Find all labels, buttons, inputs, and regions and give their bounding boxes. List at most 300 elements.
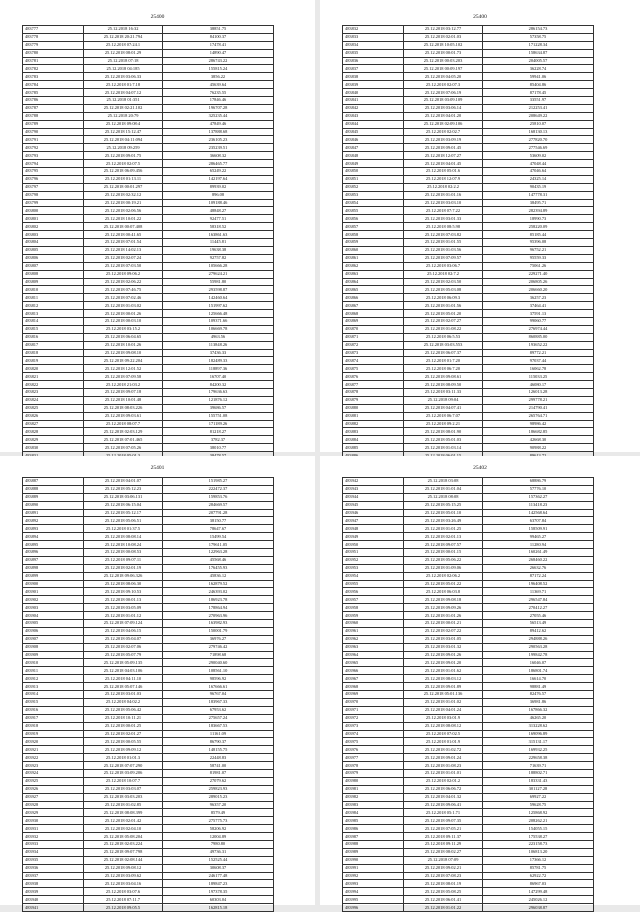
row-date-cell: 25.12.2018 06:01.41 [404, 896, 483, 904]
row-id-cell: 483907 [23, 635, 84, 643]
row-date-cell: 25.12.2018 00:05.55 [84, 738, 163, 746]
table-row [343, 762, 594, 770]
table-row [23, 840, 274, 848]
row-date-cell: 25.12.2018 08:01.29 [84, 49, 163, 57]
row-date-cell: 25.12.2018 03:01.33 [404, 215, 483, 223]
table-row [343, 231, 594, 239]
table-row [23, 436, 274, 444]
table-row [343, 754, 594, 762]
table-row [23, 239, 274, 247]
table-row [343, 223, 594, 231]
table-row [23, 872, 274, 880]
table-row [343, 152, 594, 160]
row-amount-cell: 75061.26 [483, 262, 594, 270]
row-amount-cell: 179636.63 [163, 388, 274, 396]
table-row [343, 420, 594, 428]
row-amount-cell: 296547.84 [483, 596, 594, 604]
table-row [343, 493, 594, 501]
row-id-cell: 483872 [343, 341, 404, 349]
row-date-cell: 25.12.2018 05:01.136 [404, 691, 483, 699]
row-date-cell: 25.12.2018 03:07.6 [84, 888, 163, 896]
row-id-cell: 483966 [343, 667, 404, 675]
row-id-cell: 483779 [23, 41, 84, 49]
row-id-cell: 483849 [343, 160, 404, 168]
row-id-cell: 483873 [343, 349, 404, 357]
row-id-cell: 483953 [343, 564, 404, 572]
table-row [23, 333, 274, 341]
table-row [23, 501, 274, 509]
row-id-cell: 483895 [23, 541, 84, 549]
table-row [23, 604, 274, 612]
row-date-cell: 25.12.2018 02:03.50 [404, 278, 483, 286]
row-date-cell: 25.12.2018 02:07.06 [84, 643, 163, 651]
row-amount-cell: 25810.07 [483, 120, 594, 128]
row-amount-cell: 167866.32 [483, 706, 594, 714]
row-date-cell: 25.12.2018 01:01.12 [84, 612, 163, 620]
row-amount-cell: 96357.20 [163, 801, 274, 809]
table-row [343, 698, 594, 706]
row-amount-cell: 36976.27 [163, 635, 274, 643]
row-id-cell: 483993 [343, 880, 404, 888]
table-row [23, 388, 274, 396]
row-amount-cell: 168130.13 [483, 128, 594, 136]
row-id-cell: 483801 [23, 215, 84, 223]
table-row [343, 667, 594, 675]
table-row [343, 302, 594, 310]
table-row [343, 769, 594, 777]
row-date-cell: 25.12.2018 02:2.2 [404, 183, 483, 191]
row-date-cell: 25.12.2018 07:18 [84, 57, 163, 65]
row-date-cell: 25.12.2018 01:03.56 [404, 246, 483, 254]
table-row [343, 444, 594, 452]
row-date-cell: 25.12.2018 00:41.65 [84, 231, 163, 239]
row-date-cell: 25.12.2018 08:08.399 [84, 809, 163, 817]
row-date-cell: 25.12.2018 01:01.02 [404, 698, 483, 706]
row-id-cell: 483951 [343, 549, 404, 557]
row-id-cell: 483928 [23, 801, 84, 809]
row-date-cell: 25.12.2018 03:06.33 [84, 73, 163, 81]
row-date-cell: 25.12.2018 03:04.16 [84, 880, 163, 888]
row-date-cell: 25.12.2018 05:06.22 [404, 556, 483, 564]
row-date-cell: 25.12.2018 08:01.19 [404, 880, 483, 888]
table-row [23, 160, 274, 168]
row-id-cell: 483890 [23, 501, 84, 509]
row-amount-cell: 171228.34 [483, 41, 594, 49]
row-date-cell: 25.12.2018 05:04.07 [84, 635, 163, 643]
row-amount-cell: 46080.17 [483, 381, 594, 389]
row-date-cell: 25.12.2018 04:06.15 [84, 627, 163, 635]
row-amount-cell: 113418.23 [483, 501, 594, 509]
table-row [23, 864, 274, 872]
row-date-cell: 25.12.2018 03:09.206 [84, 769, 163, 777]
row-date-cell: 25.12.2018 07:09 [404, 856, 483, 864]
table-row [343, 478, 594, 486]
row-date-cell: 25.12.2018 09:259 [84, 144, 163, 152]
table-row [343, 856, 594, 864]
table-row [343, 97, 594, 105]
table-row [343, 33, 594, 41]
row-amount-cell: 46265.20 [483, 714, 594, 722]
row-date-cell: 25.12.2018 03:26.49 [404, 517, 483, 525]
row-date-cell: 25.12.2018 07:05.26 [84, 444, 163, 452]
row-amount-cell: 147778.31 [483, 191, 594, 199]
row-amount-cell: 208262.21 [483, 817, 594, 825]
row-date-cell: 25.12.2018 03:03.10 [404, 199, 483, 207]
row-amount-cell: 3782.37 [163, 436, 274, 444]
row-date-cell: 25.12.2018 07:01.465 [84, 436, 163, 444]
row-date-cell: 25.12.2018 02:08.144 [84, 856, 163, 864]
row-amount-cell: 157362.27 [483, 493, 594, 501]
table-row [343, 412, 594, 420]
row-date-cell: 25.12.2018 09:11.37 [404, 833, 483, 841]
row-amount-cell: 11280.94 [483, 541, 594, 549]
table-row [23, 564, 274, 572]
row-id-cell: 483837 [343, 65, 404, 73]
row-amount-cell: 277546.69 [483, 144, 594, 152]
row-amount-cell: 98986.42 [483, 420, 594, 428]
row-date-cell: 25.12.2018 03:06.131 [84, 493, 163, 501]
row-id-cell: 483795 [23, 168, 84, 176]
row-date-cell: 25.12.2018 10:05.102 [404, 41, 483, 49]
table-row [23, 191, 274, 199]
page-3 [0, 456, 315, 910]
row-date-cell: 25.12.2018 05:07.146 [84, 683, 163, 691]
row-id-cell: 483864 [343, 278, 404, 286]
row-date-cell: 25.12.2018 02:06.2 [404, 572, 483, 580]
row-id-cell: 483959 [343, 612, 404, 620]
row-amount-cell: 82476.57 [483, 691, 594, 699]
table-row [23, 231, 274, 239]
row-amount-cell: 223158.73 [483, 840, 594, 848]
row-date-cell: 25.12.2018 09:01.45 [404, 144, 483, 152]
row-amount-cell: 57776.10 [483, 485, 594, 493]
row-id-cell: 483839 [343, 81, 404, 89]
row-amount-cell: 39686.57 [163, 404, 274, 412]
row-id-cell: 483982 [343, 793, 404, 801]
row-date-cell: 25.12.2018 00:01.13 [84, 596, 163, 604]
row-amount-cell: 33551.97 [483, 97, 594, 105]
row-date-cell: 25.12.2018 02:07.22 [404, 627, 483, 635]
table-row [343, 722, 594, 730]
row-date-cell: 25.12.2018 02:01.42 [84, 817, 163, 825]
row-amount-cell: 279624.21 [163, 270, 274, 278]
table-row [23, 833, 274, 841]
row-date-cell: 25.12.2018 06:09.456 [84, 168, 163, 176]
row-amount-cell: 299778.21 [483, 396, 594, 404]
row-id-cell: 483800 [23, 207, 84, 215]
row-date-cell: 25.12.2018 01:01.26 [404, 612, 483, 620]
row-id-cell: 483912 [23, 675, 84, 683]
table-row [23, 49, 274, 57]
row-id-cell: 483967 [343, 675, 404, 683]
row-amount-cell: 121876.12 [163, 396, 274, 404]
table-row [23, 659, 274, 667]
table-row [343, 549, 594, 557]
row-amount-cell: 178864.94 [163, 604, 274, 612]
table-row [343, 436, 594, 444]
row-amount-cell: 17366.12 [483, 856, 594, 864]
row-date-cell: 25.12.2018 05:07.79 [84, 651, 163, 659]
row-amount-cell: 186923.78 [163, 596, 274, 604]
row-id-cell: 483935 [23, 856, 84, 864]
table-row [23, 207, 274, 215]
row-amount-cell: 199842.78 [483, 651, 594, 659]
row-amount-cell: 14890.47 [163, 49, 274, 57]
table-row [343, 509, 594, 517]
table-row [23, 310, 274, 318]
row-amount-cell: 36228.74 [483, 65, 594, 73]
row-date-cell: 25.12.2018 01:03.14 [404, 444, 483, 452]
row-id-cell: 483857 [343, 223, 404, 231]
table-row [23, 643, 274, 651]
row-date-cell: 25.12.2018 03:01.05 [404, 635, 483, 643]
row-date-cell: 25.12.2018 07:24.1 [84, 41, 163, 49]
row-amount-cell: 84100.37 [163, 33, 274, 41]
row-date-cell: 25.12.2018 05:08.25 [404, 888, 483, 896]
row-date-cell: 25.12.2018 01:01.16 [404, 191, 483, 199]
row-amount-cell: 26632.76 [483, 564, 594, 572]
row-date-cell: 25.12.2018 04:07.12 [84, 89, 163, 97]
row-id-cell: 483983 [343, 801, 404, 809]
row-date-cell: 25.12.2018 08:08.12 [404, 722, 483, 730]
table-row [343, 517, 594, 525]
row-id-cell: 483813 [23, 310, 84, 318]
row-id-cell: 483942 [343, 478, 404, 486]
table-row [23, 667, 274, 675]
table-row [343, 325, 594, 333]
row-date-cell: 25.12.2018 02:07.3 [404, 81, 483, 89]
row-amount-cell: 284669.57 [163, 501, 274, 509]
row-amount-cell: 163982.93 [163, 620, 274, 628]
row-amount-cell: 59941.06 [483, 73, 594, 81]
row-date-cell: 25.12.2018 05:12.23 [84, 485, 163, 493]
row-id-cell: 483877 [343, 381, 404, 389]
row-id-cell: 483994 [343, 888, 404, 896]
row-amount-cell: 106669.78 [163, 325, 274, 333]
row-amount-cell: 277820.70 [483, 136, 594, 144]
row-amount-cell: 301127.28 [483, 785, 594, 793]
table-row [343, 49, 594, 57]
table-row [23, 533, 274, 541]
table-row [23, 556, 274, 564]
row-date-cell: 25.12.2018 07:05.21 [404, 825, 483, 833]
row-amount-cell: 24325.14 [483, 175, 594, 183]
table-row [343, 635, 594, 643]
table-row [23, 888, 274, 896]
row-date-cell: 25.12.2018 09:09.12 [84, 746, 163, 754]
row-amount-cell: 60303.04 [163, 896, 274, 904]
row-date-cell: 25.12.2018 07:08.23 [404, 872, 483, 880]
table-row [343, 683, 594, 691]
row-date-cell: 25.12.2018 06:7.20 [404, 365, 483, 373]
row-date-cell: 25.12.2018 06:5.53 [404, 333, 483, 341]
table-row [23, 246, 274, 254]
row-id-cell: 483973 [343, 722, 404, 730]
row-id-cell: 483777 [23, 26, 84, 34]
row-date-cell: 25.12.2018 01:01.56 [404, 302, 483, 310]
row-date-cell: 25.12.2018 07:02.5 [404, 730, 483, 738]
row-id-cell: 483850 [343, 168, 404, 176]
table-row [343, 785, 594, 793]
row-id-cell: 483985 [343, 817, 404, 825]
row-date-cell: 25.12.2018 03:09.109 [404, 97, 483, 105]
table-row [23, 848, 274, 856]
row-id-cell: 483807 [23, 262, 84, 270]
row-id-cell: 483981 [343, 785, 404, 793]
table-row [343, 73, 594, 81]
row-date-cell: 25.12.2018 05:01.03 [404, 436, 483, 444]
row-id-cell: 483796 [23, 175, 84, 183]
row-date-cell: 25.12.2018 03:06.14 [404, 104, 483, 112]
row-id-cell: 483984 [343, 809, 404, 817]
row-amount-cell: 122963.28 [163, 549, 274, 557]
row-date-cell: 25.12.2018 07:11.7 [84, 896, 163, 904]
table-row [23, 769, 274, 777]
row-amount-cell: 113848.26 [163, 341, 274, 349]
page-title: 25400 [473, 14, 487, 20]
row-amount-cell: 56513.49 [483, 620, 594, 628]
row-date-cell: 25.12.2018 09:06.2 [84, 270, 163, 278]
row-id-cell: 483819 [23, 357, 84, 365]
table-row [343, 675, 594, 683]
row-date-cell: 25.12.2018 20:21.794 [84, 33, 163, 41]
row-date-cell: 25.12.2018 15:12.47 [84, 128, 163, 136]
row-date-cell: 25.12.2018 01:01.3 [84, 754, 163, 762]
row-id-cell: 483920 [23, 738, 84, 746]
row-id-cell: 483835 [343, 49, 404, 57]
table-row [23, 286, 274, 294]
row-amount-cell: 268460.22 [483, 556, 594, 564]
table-row [23, 746, 274, 754]
row-date-cell: 25.12.2018 10:01.22 [84, 215, 163, 223]
row-amount-cell: 30608.37 [163, 864, 274, 872]
row-amount-cell: 58206.92 [163, 825, 274, 833]
row-amount-cell: 38010.77 [163, 444, 274, 452]
row-amount-cell: 89412.62 [483, 627, 594, 635]
row-id-cell: 483972 [343, 714, 404, 722]
table-row [343, 388, 594, 396]
row-amount-cell: 18990.73 [483, 215, 594, 223]
row-date-cell: 25.12.2018 00:03.203 [404, 57, 483, 65]
table-row [343, 848, 594, 856]
row-id-cell: 483838 [343, 73, 404, 81]
row-id-cell: 483908 [23, 643, 84, 651]
row-amount-cell: 37464.41 [483, 302, 594, 310]
row-id-cell: 483798 [23, 191, 84, 199]
table-row [23, 302, 274, 310]
table-row [343, 160, 594, 168]
row-date-cell: 25.12.2018 02:07.27 [404, 317, 483, 325]
row-amount-cell: 87178.45 [483, 89, 594, 97]
row-amount-cell: 99465.27 [483, 533, 594, 541]
row-amount-cell: 16062.78 [483, 365, 594, 373]
row-amount-cell: 84200.32 [163, 381, 274, 389]
table-row [343, 112, 594, 120]
row-amount-cell: 97037.44 [483, 357, 594, 365]
row-id-cell: 483970 [343, 698, 404, 706]
table-row [343, 620, 594, 628]
row-amount-cell: 11445.81 [163, 239, 274, 247]
row-id-cell: 483802 [23, 223, 84, 231]
row-amount-cell: 186682.85 [483, 428, 594, 436]
table-row [343, 746, 594, 754]
page-title: 25402 [473, 465, 487, 471]
row-amount-cell: 236105.23 [163, 136, 274, 144]
row-date-cell: 25.12.2018 00:03.10 [84, 317, 163, 325]
row-id-cell: 483960 [343, 620, 404, 628]
table-row [23, 541, 274, 549]
table-row [23, 738, 274, 746]
row-date-cell: 25.12.2018 01:01.55 [404, 239, 483, 247]
table-row [23, 714, 274, 722]
row-date-cell: 25.12.2018 02:06.56 [84, 207, 163, 215]
row-date-cell: 25.12.2018 01:08.22 [404, 325, 483, 333]
table-row [343, 191, 594, 199]
table-row [23, 223, 274, 231]
row-date-cell: 25.12.2018 09:08.18 [404, 596, 483, 604]
row-amount-cell: 171189.26 [163, 420, 274, 428]
row-amount-cell: 53609.02 [483, 152, 594, 160]
table-row [343, 310, 594, 318]
row-date-cell: 25.12.2018 02:07.5 [84, 160, 163, 168]
row-amount-cell: 142460.64 [163, 294, 274, 302]
row-date-cell: 25.12.2018 01:08.23 [404, 762, 483, 770]
table-row [343, 612, 594, 620]
row-date-cell: 25.12.2018 09:2.21 [404, 420, 483, 428]
table-row [23, 635, 274, 643]
row-id-cell: 483941 [23, 904, 84, 912]
table-row [23, 349, 274, 357]
row-id-cell: 483892 [23, 517, 84, 525]
table-row [343, 501, 594, 509]
row-date-cell: 25.12.2018 04:185 [84, 65, 163, 73]
row-date-cell: 25.12.2018 04:03.106 [84, 667, 163, 675]
row-date-cell: 25.12.2018 08:03.226 [84, 404, 163, 412]
row-id-cell: 483961 [343, 627, 404, 635]
row-id-cell: 483990 [343, 856, 404, 864]
row-id-cell: 483996 [343, 904, 404, 912]
row-amount-cell: 290563.28 [483, 643, 594, 651]
row-id-cell: 483975 [343, 738, 404, 746]
table-row [23, 706, 274, 714]
table-row [343, 396, 594, 404]
row-id-cell: 483894 [23, 533, 84, 541]
row-amount-cell: 196408.52 [483, 580, 594, 588]
table-row [343, 246, 594, 254]
row-id-cell: 483987 [343, 833, 404, 841]
table-row [23, 525, 274, 533]
row-date-cell: 25.12.2018 08:02.27 [404, 848, 483, 856]
table-row [343, 809, 594, 817]
table-row [23, 294, 274, 302]
row-date-cell: 25.12.2018 06:15.04 [84, 501, 163, 509]
page-1 [0, 0, 315, 452]
table-row [343, 89, 594, 97]
table-row [343, 183, 594, 191]
row-id-cell: 483793 [23, 152, 84, 160]
table-row [23, 549, 274, 557]
table-row [23, 675, 274, 683]
table-row [343, 404, 594, 412]
row-id-cell: 483808 [23, 270, 84, 278]
table-row [23, 73, 274, 81]
table-row [23, 683, 274, 691]
table-row [343, 128, 594, 136]
table-row [343, 136, 594, 144]
row-amount-cell: 137888.68 [163, 128, 274, 136]
row-id-cell: 483879 [343, 396, 404, 404]
row-date-cell: 25.12.2018 00:08.53 [84, 549, 163, 557]
